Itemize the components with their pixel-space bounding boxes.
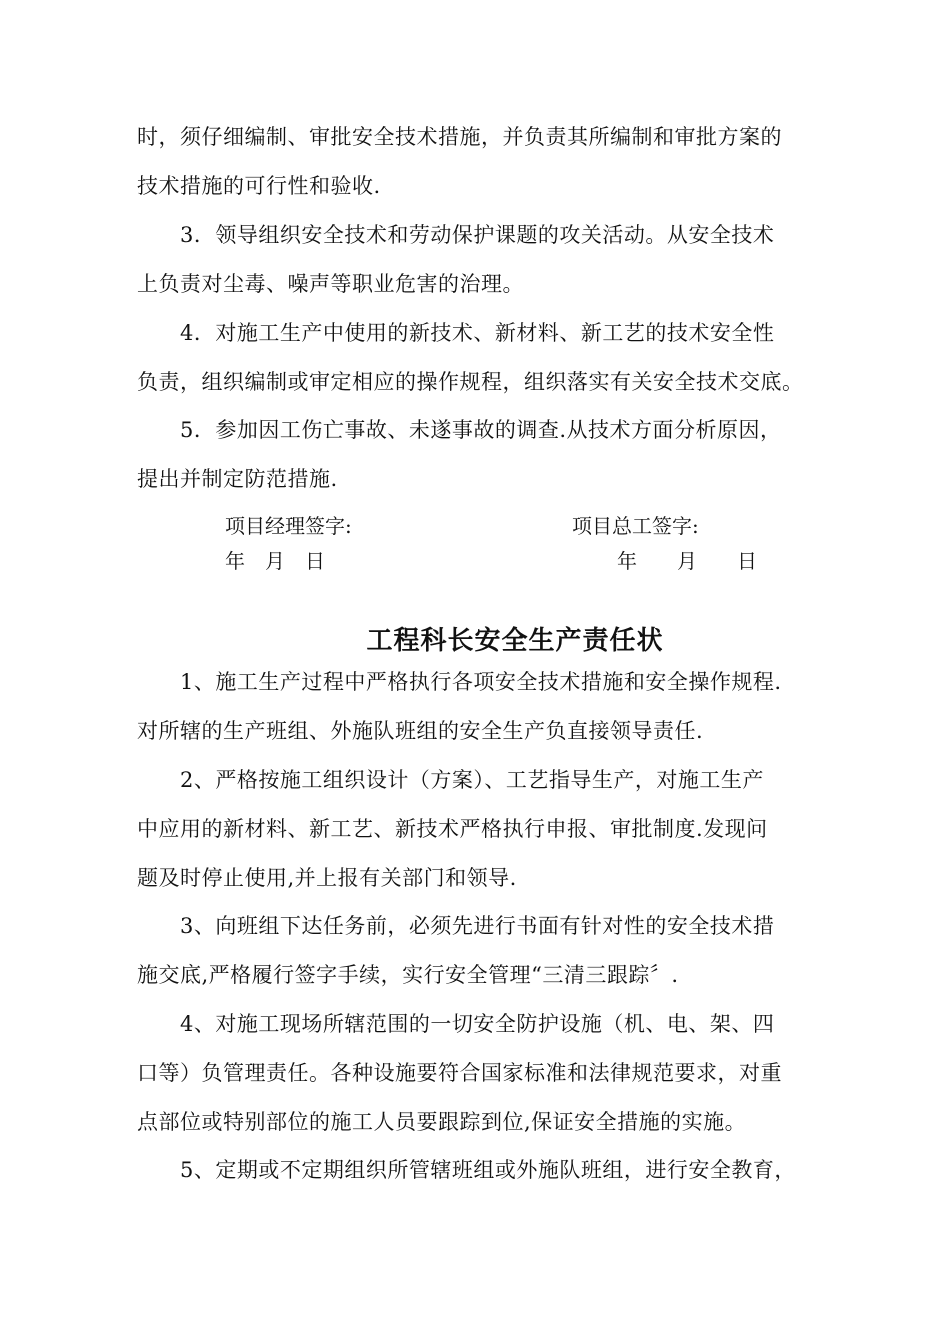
paragraph-line: 提出并制定防范措施. [137, 467, 338, 491]
paragraph-line: 对所辖的生产班组、外施队班组的安全生产负直接领导责任. [137, 719, 704, 743]
paragraph-line: 3、向班组下达任务前，必须先进行书面有针对性的安全技术措 [180, 914, 775, 938]
paragraph-line: 口等）负管理责任。各种设施要符合国家标准和法律规范要求，对重 [137, 1061, 782, 1085]
paragraph-line: 上负责对尘毒、噪声等职业危害的治理。 [137, 272, 524, 296]
manager-signature-date: 年 月 日 [225, 549, 325, 573]
paragraph-line: 负责，组织编制或审定相应的操作规程，组织落实有关安全技术交底。 [137, 370, 804, 394]
paragraph-line: 时，须仔细编制、审批安全技术措施，并负责其所编制和审批方案的 [137, 125, 782, 149]
paragraph-line: 3．领导组织安全技术和劳动保护课题的攻关活动。从安全技术 [180, 223, 775, 247]
paragraph-line: 2、严格按施工组织设计（方案）、工艺指导生产，对施工生产 [180, 768, 764, 792]
paragraph-line: 点部位或特别部位的施工人员要跟踪到位,保证安全措施的实施。 [137, 1110, 747, 1134]
manager-signature-label: 项目经理签字: [225, 514, 352, 538]
paragraph-line: 4、对施工现场所辖范围的一切安全防护设施（机、电、架、四 [180, 1012, 775, 1036]
engineer-signature-date: 年 月 日 [617, 549, 757, 573]
paragraph-line: 4．对施工生产中使用的新技术、新材料、新工艺的技术安全性 [180, 321, 775, 345]
section-title: 工程科长安全生产责任状 [366, 626, 664, 656]
paragraph-line: 5．参加因工伤亡事故、未遂事故的调查.从技术方面分析原因， [180, 418, 782, 442]
engineer-signature-label: 项目总工签字: [572, 514, 699, 538]
paragraph-line: 技术措施的可行性和验收. [137, 174, 381, 198]
paragraph-line: 1、施工生产过程中严格执行各项安全技术措施和安全操作规程. [180, 670, 782, 694]
paragraph-line: 中应用的新材料、新工艺、新技术严格执行申报、审批制度.发现问 [137, 817, 768, 841]
paragraph-line: 5、定期或不定期组织所管辖班组或外施队班组，进行安全教育， [180, 1158, 796, 1182]
paragraph-line: 施交底,严格履行签字手续，实行安全管理“三清三跟踪〞. [137, 963, 679, 987]
paragraph-line: 题及时停止使用,并上报有关部门和领导. [137, 866, 517, 890]
